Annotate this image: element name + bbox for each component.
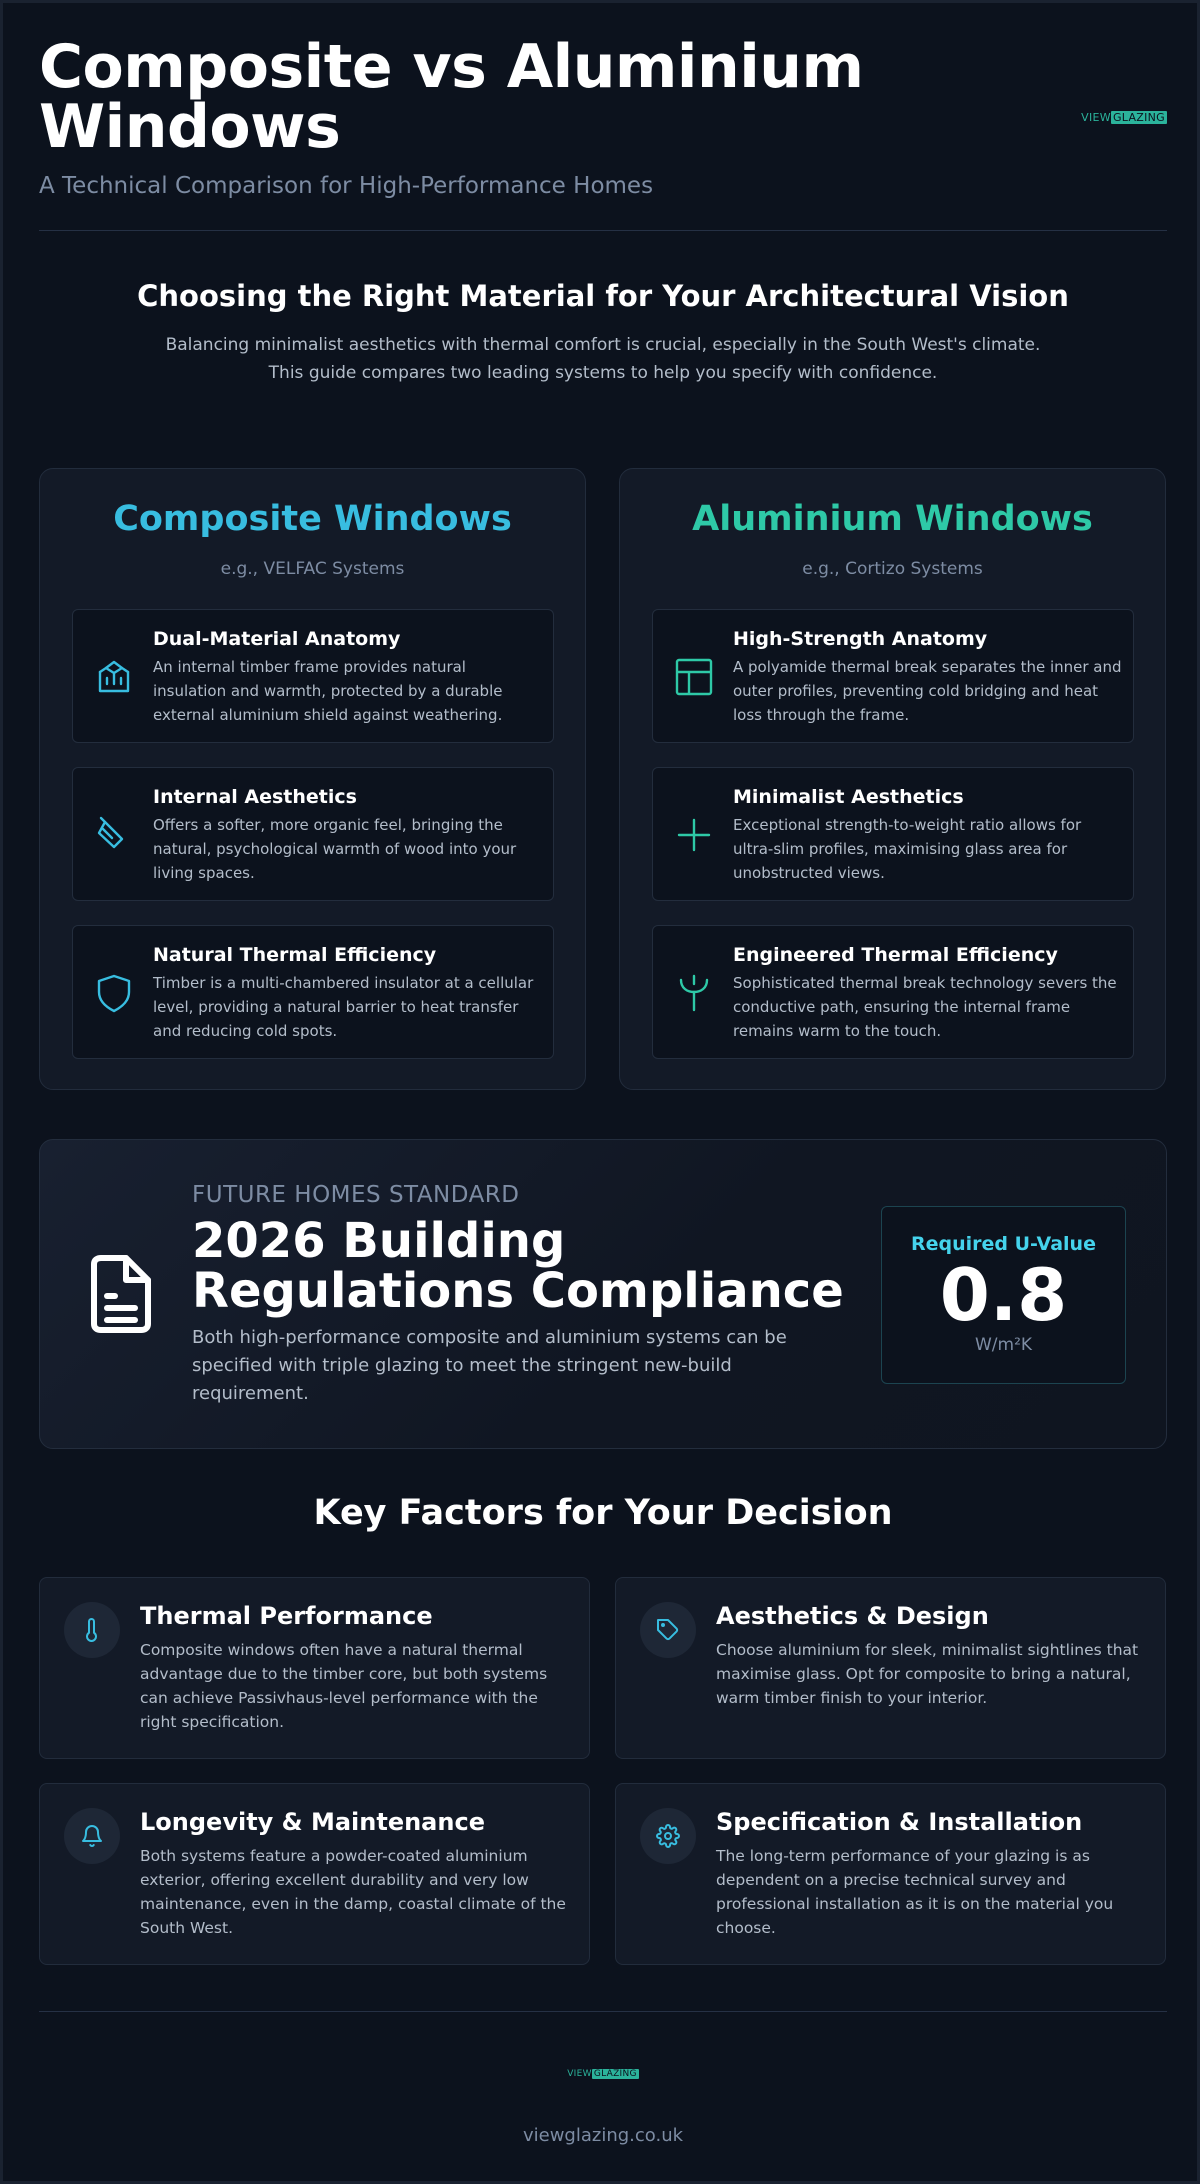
aluminium-feature [652, 925, 1134, 1059]
key-factor-title: Thermal Performance [140, 1602, 433, 1630]
logo-view-text: VIEW [1081, 111, 1111, 124]
key-factor-title: Longevity & Maintenance [140, 1808, 485, 1836]
icon-badge [64, 1808, 120, 1864]
feature-title: Natural Thermal Efficiency [153, 944, 437, 966]
document-icon [86, 1254, 156, 1334]
intro-text: Balancing minimalist aesthetics with thermal comfort is crucial, especially in the South West's climate. This guide compares two leading systems to help you specify with confidence. [165, 335, 1041, 383]
key-factor-card [615, 1783, 1166, 1965]
icon-badge [640, 1602, 696, 1658]
logo-glazing-text: GLAZING [1112, 111, 1165, 124]
composite-title: Composite Windows [113, 499, 512, 539]
header-divider [39, 230, 1167, 231]
icon-badge [640, 1808, 696, 1864]
key-factor-title: Aesthetics & Design [716, 1602, 989, 1630]
key-factor-card [39, 1783, 590, 1965]
key-factor-card [39, 1577, 590, 1759]
key-factors-heading: Key Factors for Your Decision [313, 1493, 893, 1533]
composite-feature [72, 767, 554, 901]
logo-glazing-text: GLAZING [593, 2069, 637, 2079]
feature-title: Engineered Thermal Efficiency [733, 944, 1058, 966]
feature-text: Exceptional strength-to-weight ratio allows for ultra-slim profiles, maximising glass area for unobstructed views. [733, 816, 1082, 882]
uvalue-number: 0.8 [939, 1253, 1068, 1337]
eraser-icon [93, 814, 135, 856]
feature-text: An internal timber frame provides natural insulation and warmth, protected by a durable external aluminium shield against weathering. [153, 658, 503, 724]
aluminium-feature [652, 767, 1134, 901]
feature-text: Timber is a multi-chambered insulator at a cellular level, providing a natural barrier to heat transfer and reducing cold spots. [153, 974, 534, 1040]
uvalue-box [881, 1206, 1126, 1384]
key-factor-text: Both systems feature a powder-coated aluminium exterior, offering excellent durability and very low maintenance, even in the damp, coastal climate of the South West. [140, 1847, 566, 1937]
compliance-text: Both high-performance composite and aluminium systems can be specified with triple glazing to meet the stringent new-build requirement. [192, 1327, 787, 1404]
compliance-banner [39, 1139, 1167, 1449]
shield-icon [93, 972, 135, 1014]
feature-title: High-Strength Anatomy [733, 628, 988, 650]
feature-text: Sophisticated thermal break technology severs the conductive path, ensuring the internal frame remains warm to the touch. [733, 974, 1117, 1040]
uvalue-label: Required U-Value [911, 1233, 1096, 1255]
feature-text: Offers a softer, more organic feel, bringing the natural, psychological warmth of wood into your living spaces. [153, 816, 517, 882]
footer-logo [3, 2069, 1200, 2079]
key-factor-title: Specification & Installation [716, 1808, 1083, 1836]
feature-text: A polyamide thermal break separates the inner and outer profiles, preventing cold bridging and heat loss through the frame. [733, 658, 1122, 724]
composite-feature [72, 925, 554, 1059]
gear-icon [656, 1824, 680, 1848]
brand-logo [1081, 111, 1167, 124]
split-icon [673, 972, 715, 1014]
page-title: Composite vs Aluminium Windows [39, 32, 864, 162]
aluminium-card [619, 468, 1166, 1090]
compliance-eyebrow: FUTURE HOMES STANDARD [192, 1182, 520, 1208]
uvalue-unit: W/m²K [974, 1335, 1033, 1355]
logo-view-text: VIEW [567, 2069, 592, 2079]
compliance-title: 2026 Building Regulations Compliance [192, 1213, 844, 1319]
tag-icon [656, 1618, 680, 1642]
window-frame-icon [673, 656, 715, 698]
key-factor-text: The long-term performance of your glazing is as dependent on a precise technical survey and professional installation as it is on the material you choose. [716, 1847, 1114, 1937]
thermometer-icon [80, 1618, 104, 1642]
aluminium-title: Aluminium Windows [692, 499, 1093, 539]
key-factor-card [615, 1577, 1166, 1759]
composite-card [39, 468, 586, 1090]
plus-icon [673, 814, 715, 856]
aluminium-feature [652, 609, 1134, 743]
composite-feature [72, 609, 554, 743]
key-factor-text: Choose aluminium for sleek, minimalist sightlines that maximise glass. Opt for composite to bring a natural, warm timber finish to your interior. [716, 1641, 1139, 1707]
footer-url[interactable]: viewglazing.co.uk [522, 2125, 684, 2146]
box-open-icon [93, 656, 135, 698]
icon-badge [64, 1602, 120, 1658]
feature-title: Minimalist Aesthetics [733, 786, 964, 808]
aluminium-subtitle: e.g., Cortizo Systems [802, 559, 983, 579]
key-factor-text: Composite windows often have a natural thermal advantage due to the timber core, but both systems can achieve Passivhaus-level performance with the right specification. [140, 1641, 548, 1731]
footer-divider [39, 2011, 1167, 2012]
feature-title: Internal Aesthetics [153, 786, 357, 808]
page-subtitle: A Technical Comparison for High-Performance Homes [39, 173, 654, 199]
composite-subtitle: e.g., VELFAC Systems [220, 559, 405, 579]
bell-icon [80, 1824, 104, 1848]
header [39, 32, 1167, 231]
intro-heading: Choosing the Right Material for Your Architectural Vision [137, 279, 1069, 313]
feature-title: Dual-Material Anatomy [153, 628, 401, 650]
